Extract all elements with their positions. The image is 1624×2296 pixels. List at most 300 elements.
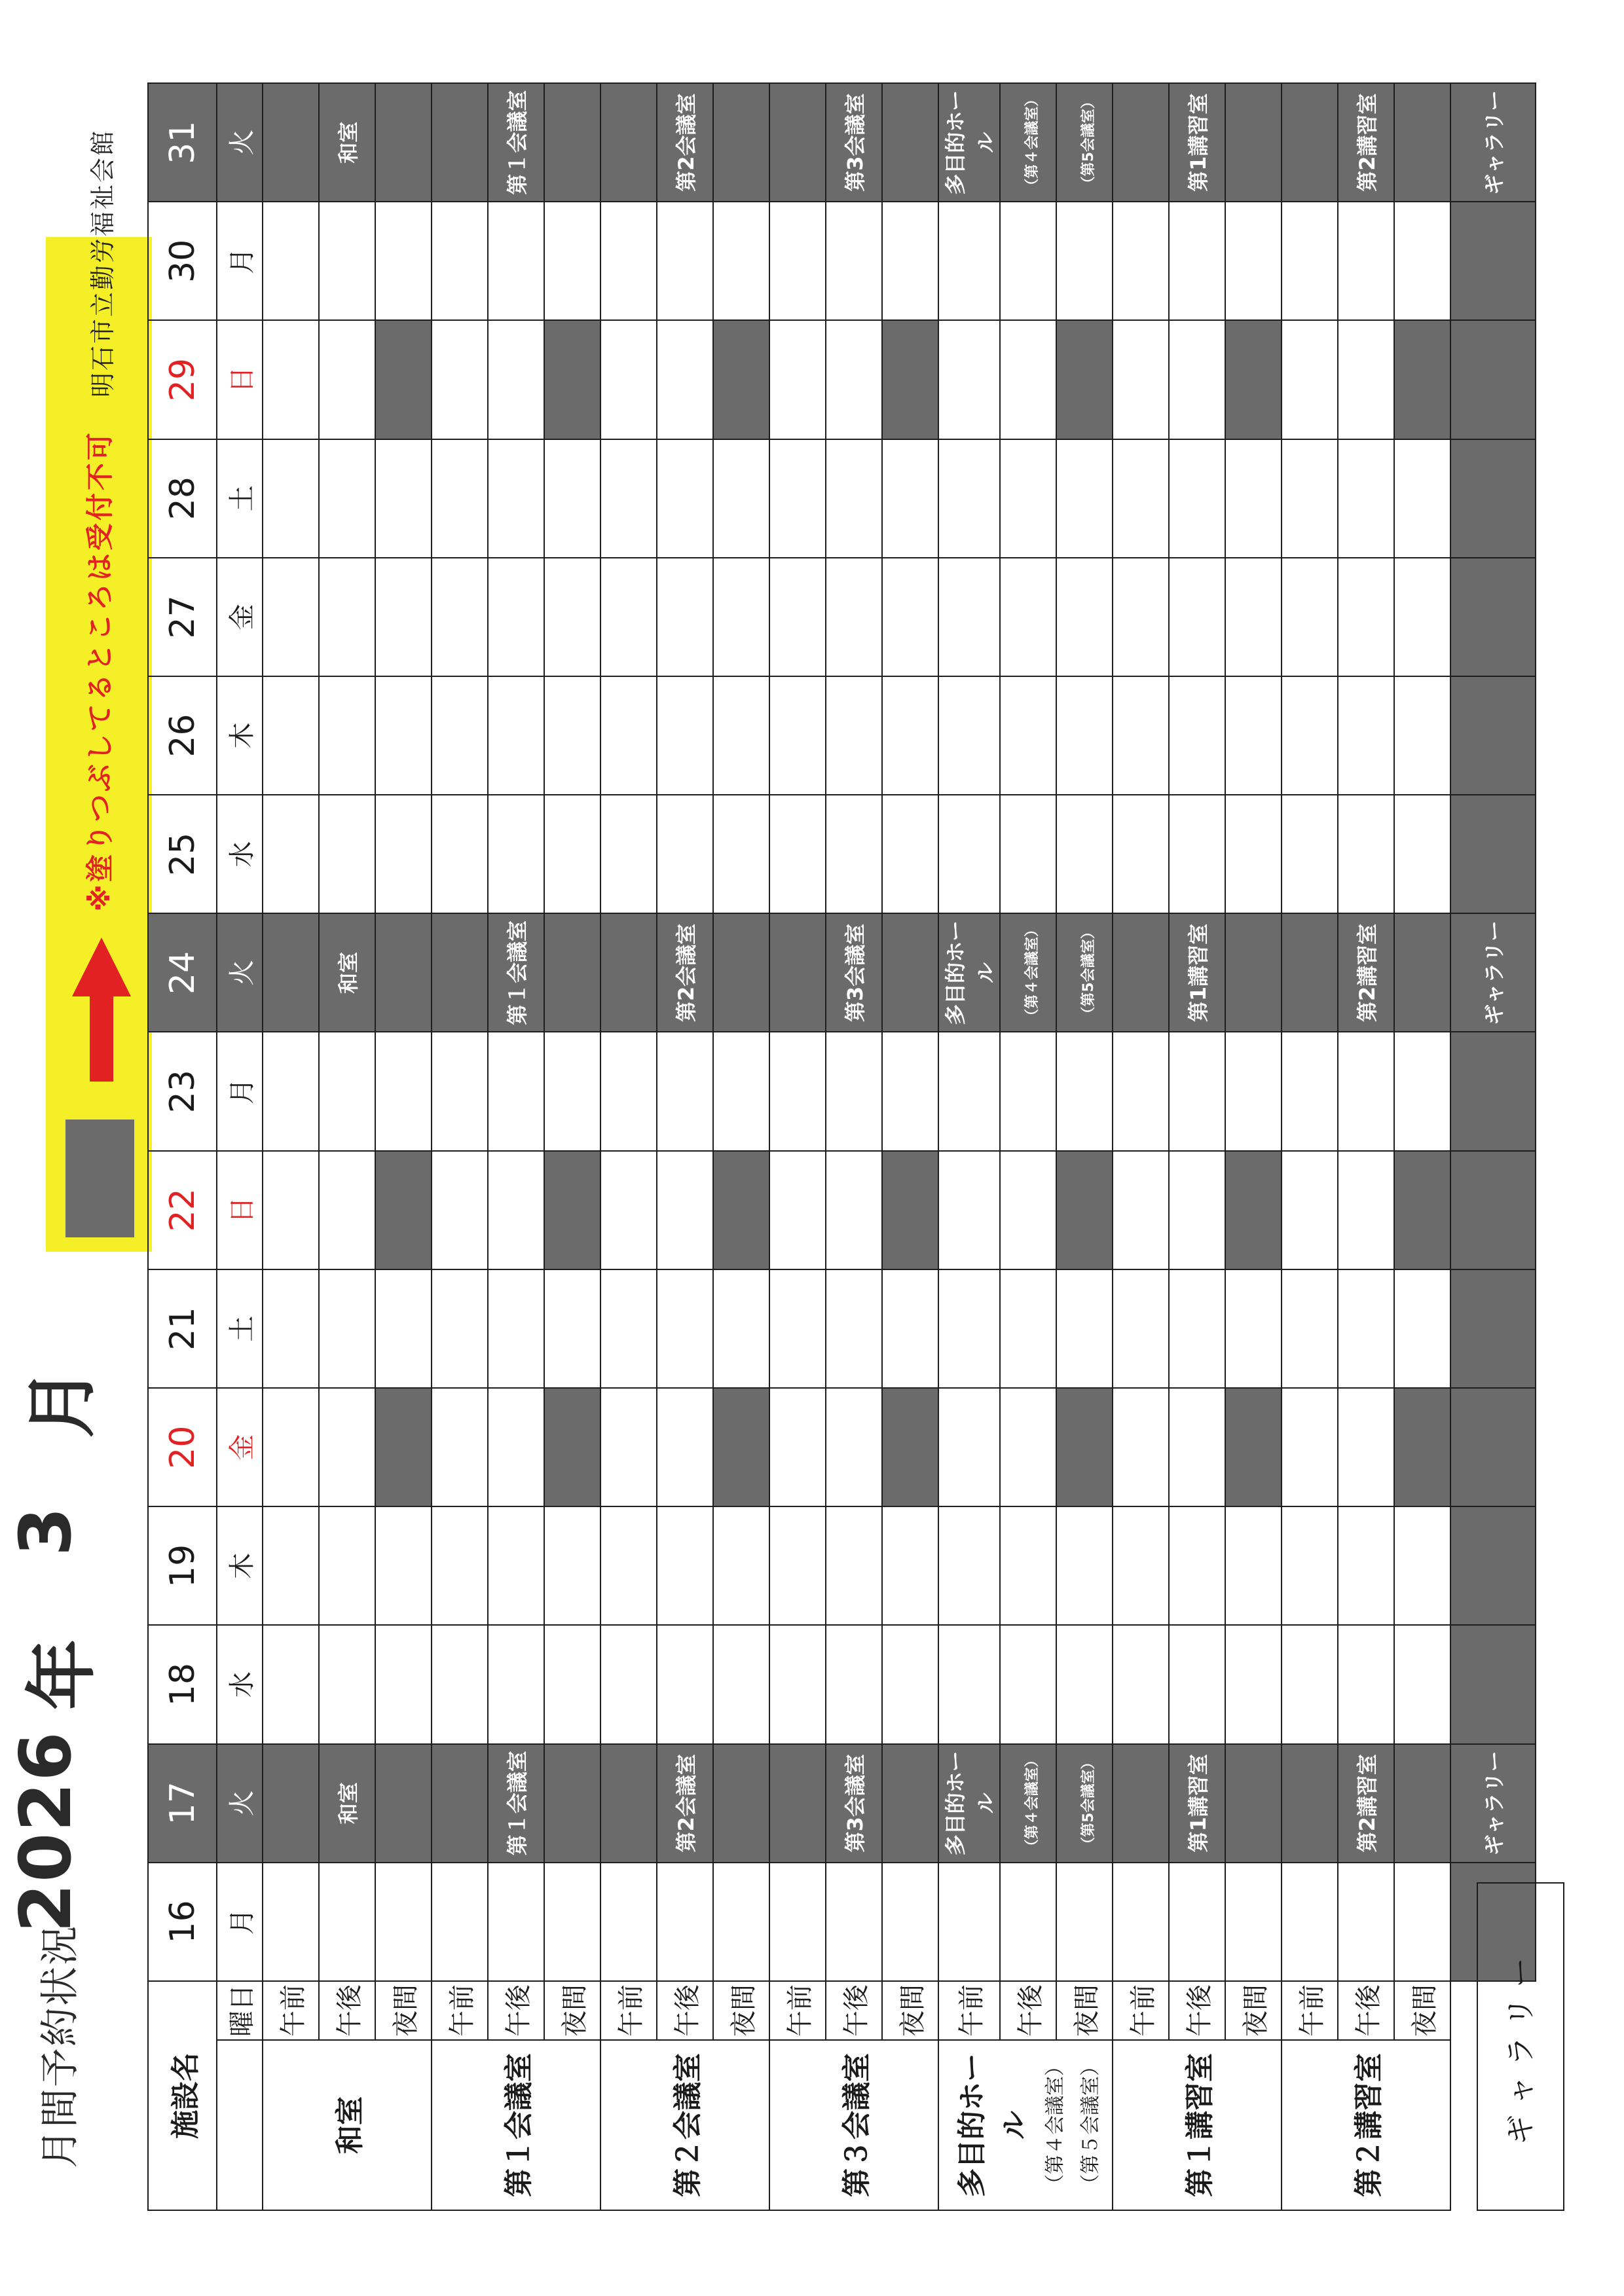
available-slot[interactable]: [1394, 1625, 1450, 1743]
available-slot[interactable]: [1394, 1269, 1450, 1388]
available-slot[interactable]: [1394, 558, 1450, 676]
blocked-slot: [1394, 83, 1450, 202]
available-slot[interactable]: [1338, 202, 1394, 320]
available-slot[interactable]: [769, 439, 826, 558]
day-number: 19: [148, 1506, 217, 1625]
available-slot[interactable]: [1000, 1388, 1056, 1506]
available-slot[interactable]: [882, 439, 938, 558]
available-slot[interactable]: [375, 1032, 432, 1151]
available-slot[interactable]: [1000, 1269, 1056, 1388]
available-slot[interactable]: [600, 202, 657, 320]
available-slot[interactable]: [938, 558, 1000, 676]
available-slot[interactable]: [263, 1625, 319, 1743]
available-slot[interactable]: [544, 676, 600, 795]
available-slot[interactable]: [1056, 202, 1113, 320]
day-number: 26: [148, 676, 217, 795]
blocked-slot: [432, 913, 488, 1032]
available-slot[interactable]: [488, 1863, 544, 1981]
available-slot[interactable]: [1394, 1863, 1450, 1981]
available-slot[interactable]: [1394, 202, 1450, 320]
available-slot[interactable]: [713, 795, 769, 913]
available-slot[interactable]: [826, 202, 882, 320]
available-slot[interactable]: [319, 1032, 375, 1151]
available-slot[interactable]: [432, 676, 488, 795]
available-slot[interactable]: [488, 1151, 544, 1269]
available-slot[interactable]: [432, 1032, 488, 1151]
available-slot[interactable]: [319, 795, 375, 913]
available-slot[interactable]: [1056, 1863, 1113, 1981]
available-slot[interactable]: [600, 1863, 657, 1981]
available-slot[interactable]: [657, 795, 713, 913]
available-slot[interactable]: [600, 676, 657, 795]
available-slot[interactable]: [1113, 202, 1169, 320]
available-slot[interactable]: [375, 558, 432, 676]
table-row: [1113, 83, 1169, 2210]
available-slot[interactable]: [1113, 1863, 1169, 1981]
available-slot[interactable]: [713, 1506, 769, 1625]
available-slot[interactable]: [263, 1506, 319, 1625]
gallery-row-label: ギャラリー: [1477, 1882, 1564, 2211]
available-slot[interactable]: [1225, 202, 1282, 320]
blocked-slot: [375, 1388, 432, 1506]
available-slot[interactable]: [882, 1625, 938, 1743]
available-slot[interactable]: [1000, 202, 1056, 320]
available-slot[interactable]: [1282, 1151, 1338, 1269]
available-slot[interactable]: [319, 558, 375, 676]
available-slot[interactable]: [600, 320, 657, 439]
weekday-label: 日: [217, 1151, 263, 1269]
table-row: [432, 83, 488, 2210]
available-slot[interactable]: [713, 1863, 769, 1981]
time-slot-label: 午前: [263, 1981, 319, 2040]
available-slot[interactable]: [1394, 439, 1450, 558]
available-slot[interactable]: [319, 439, 375, 558]
available-slot[interactable]: [713, 676, 769, 795]
available-slot[interactable]: [488, 439, 544, 558]
facility-name: 明石市立勤労福祉会館: [88, 128, 117, 397]
available-slot[interactable]: [938, 1506, 1000, 1625]
weekday-label: 火: [217, 83, 263, 202]
available-slot[interactable]: [769, 320, 826, 439]
available-slot[interactable]: [1338, 320, 1394, 439]
available-slot[interactable]: [1113, 676, 1169, 795]
closed-room-label: 第2講習室: [1355, 1754, 1380, 1853]
available-slot[interactable]: [600, 1269, 657, 1388]
table-row: [1169, 83, 1225, 2210]
available-slot[interactable]: [319, 320, 375, 439]
available-slot[interactable]: [263, 1269, 319, 1388]
available-slot[interactable]: [882, 1269, 938, 1388]
available-slot[interactable]: [826, 558, 882, 676]
day-number: 20: [148, 1388, 217, 1506]
header-row-weekdays: [217, 83, 263, 2210]
available-slot[interactable]: [769, 1032, 826, 1151]
available-slot[interactable]: [1282, 676, 1338, 795]
available-slot[interactable]: [826, 1506, 882, 1625]
available-slot[interactable]: [544, 1032, 600, 1151]
available-slot[interactable]: [657, 1863, 713, 1981]
blocked-slot: [375, 83, 432, 202]
weekday-label: 土: [217, 1269, 263, 1388]
available-slot[interactable]: [1169, 1151, 1225, 1269]
available-slot[interactable]: [375, 676, 432, 795]
available-slot[interactable]: [432, 795, 488, 913]
available-slot[interactable]: [1169, 676, 1225, 795]
available-slot[interactable]: [1056, 1032, 1113, 1151]
available-slot[interactable]: [713, 1625, 769, 1743]
available-slot[interactable]: [600, 439, 657, 558]
closed-room-label: 第１会議室: [505, 920, 530, 1025]
available-slot[interactable]: [432, 1863, 488, 1981]
gallery-slot: [1450, 558, 1536, 676]
available-slot[interactable]: [1338, 795, 1394, 913]
available-slot[interactable]: [600, 1625, 657, 1743]
available-slot[interactable]: [1000, 1506, 1056, 1625]
available-slot[interactable]: [319, 1151, 375, 1269]
available-slot[interactable]: [1338, 1151, 1394, 1269]
available-slot[interactable]: [375, 1269, 432, 1388]
available-slot[interactable]: [1000, 558, 1056, 676]
available-slot[interactable]: [713, 1032, 769, 1151]
available-slot[interactable]: [319, 1269, 375, 1388]
available-slot[interactable]: [544, 439, 600, 558]
available-slot[interactable]: [713, 558, 769, 676]
available-slot[interactable]: [826, 1269, 882, 1388]
available-slot[interactable]: [1169, 1269, 1225, 1388]
available-slot[interactable]: [488, 558, 544, 676]
available-slot[interactable]: [1225, 1032, 1282, 1151]
available-slot[interactable]: [1338, 1506, 1394, 1625]
available-slot[interactable]: [1169, 1863, 1225, 1981]
blocked-slot: [319, 913, 375, 1032]
available-slot[interactable]: [1000, 320, 1056, 439]
available-slot[interactable]: [432, 1269, 488, 1388]
weekday-label: 月: [217, 1032, 263, 1151]
available-slot[interactable]: [263, 202, 319, 320]
available-slot[interactable]: [375, 1506, 432, 1625]
available-slot[interactable]: [713, 1269, 769, 1388]
available-slot[interactable]: [769, 676, 826, 795]
available-slot[interactable]: [769, 1506, 826, 1625]
available-slot[interactable]: [938, 1863, 1000, 1981]
available-slot[interactable]: [657, 1388, 713, 1506]
available-slot[interactable]: [600, 1151, 657, 1269]
available-slot[interactable]: [882, 795, 938, 913]
available-slot[interactable]: [1113, 1269, 1169, 1388]
available-slot[interactable]: [1169, 439, 1225, 558]
available-slot[interactable]: [1113, 439, 1169, 558]
available-slot[interactable]: [1282, 1032, 1338, 1151]
available-slot[interactable]: [769, 202, 826, 320]
available-slot[interactable]: [1113, 320, 1169, 439]
available-slot[interactable]: [1113, 1032, 1169, 1151]
available-slot[interactable]: [600, 1506, 657, 1625]
available-slot[interactable]: [1394, 676, 1450, 795]
available-slot[interactable]: [263, 795, 319, 913]
available-slot[interactable]: [657, 1032, 713, 1151]
available-slot[interactable]: [1000, 1625, 1056, 1743]
available-slot[interactable]: [263, 676, 319, 795]
facility-name-text: 和室: [333, 2096, 367, 2154]
available-slot[interactable]: [1338, 1863, 1394, 1981]
available-slot[interactable]: [1113, 558, 1169, 676]
available-slot[interactable]: [544, 1269, 600, 1388]
available-slot[interactable]: [1282, 1269, 1338, 1388]
available-slot[interactable]: [1394, 795, 1450, 913]
available-slot[interactable]: [938, 1269, 1000, 1388]
available-slot[interactable]: [657, 1151, 713, 1269]
available-slot[interactable]: [1169, 558, 1225, 676]
available-slot[interactable]: [488, 1388, 544, 1506]
available-slot[interactable]: [432, 1151, 488, 1269]
available-slot[interactable]: [488, 202, 544, 320]
available-slot[interactable]: [938, 1151, 1000, 1269]
available-slot[interactable]: [1338, 1625, 1394, 1743]
available-slot[interactable]: [713, 439, 769, 558]
available-slot[interactable]: [1338, 439, 1394, 558]
available-slot[interactable]: [769, 1388, 826, 1506]
available-slot[interactable]: [1169, 320, 1225, 439]
available-slot[interactable]: [432, 1388, 488, 1506]
available-slot[interactable]: [882, 676, 938, 795]
available-slot[interactable]: [1394, 1506, 1450, 1625]
available-slot[interactable]: [826, 1388, 882, 1506]
available-slot[interactable]: [319, 1388, 375, 1506]
available-slot[interactable]: [1000, 1032, 1056, 1151]
available-slot[interactable]: [319, 202, 375, 320]
available-slot[interactable]: [1169, 795, 1225, 913]
available-slot[interactable]: [938, 795, 1000, 913]
available-slot[interactable]: [657, 1269, 713, 1388]
available-slot[interactable]: [1000, 1151, 1056, 1269]
available-slot[interactable]: [375, 202, 432, 320]
available-slot[interactable]: [1113, 1388, 1169, 1506]
available-slot[interactable]: [1282, 320, 1338, 439]
available-slot[interactable]: [432, 320, 488, 439]
blocked-slot: [263, 83, 319, 202]
available-slot[interactable]: [488, 1625, 544, 1743]
available-slot[interactable]: [1056, 1269, 1113, 1388]
available-slot[interactable]: [1282, 439, 1338, 558]
available-slot[interactable]: [938, 676, 1000, 795]
available-slot[interactable]: [938, 320, 1000, 439]
available-slot[interactable]: [657, 676, 713, 795]
available-slot[interactable]: [544, 1625, 600, 1743]
available-slot[interactable]: [826, 1032, 882, 1151]
available-slot[interactable]: [544, 1506, 600, 1625]
available-slot[interactable]: [1225, 1863, 1282, 1981]
available-slot[interactable]: [1169, 1625, 1225, 1743]
available-slot[interactable]: [882, 1863, 938, 1981]
available-slot[interactable]: [882, 1506, 938, 1625]
available-slot[interactable]: [826, 1625, 882, 1743]
table-row: [488, 83, 544, 2210]
available-slot[interactable]: [1169, 202, 1225, 320]
blocked-slot: [600, 913, 657, 1032]
available-slot[interactable]: [938, 439, 1000, 558]
available-slot[interactable]: [1338, 558, 1394, 676]
blocked-slot: [1056, 1151, 1113, 1269]
available-slot[interactable]: [1225, 1269, 1282, 1388]
available-slot[interactable]: [1282, 1506, 1338, 1625]
time-slot-label: 午前: [1113, 1981, 1169, 2040]
available-slot[interactable]: [1169, 1388, 1225, 1506]
available-slot[interactable]: [432, 558, 488, 676]
available-slot[interactable]: [657, 1625, 713, 1743]
available-slot[interactable]: [882, 202, 938, 320]
blocked-slot: [769, 1744, 826, 1863]
available-slot[interactable]: [1338, 1388, 1394, 1506]
available-slot[interactable]: [1282, 202, 1338, 320]
available-slot[interactable]: [1225, 558, 1282, 676]
closed-room-label: 第１会議室: [505, 1751, 530, 1856]
blocked-slot: [713, 1151, 769, 1269]
available-slot[interactable]: [1056, 558, 1113, 676]
available-slot[interactable]: [488, 676, 544, 795]
available-slot[interactable]: [1056, 795, 1113, 913]
available-slot[interactable]: [882, 1032, 938, 1151]
available-slot[interactable]: [938, 202, 1000, 320]
available-slot[interactable]: [488, 795, 544, 913]
available-slot[interactable]: [826, 1151, 882, 1269]
available-slot[interactable]: [375, 439, 432, 558]
weekday-label: 月: [217, 1863, 263, 1981]
available-slot[interactable]: [1113, 1151, 1169, 1269]
available-slot[interactable]: [1000, 439, 1056, 558]
available-slot[interactable]: [263, 1032, 319, 1151]
available-slot[interactable]: [263, 558, 319, 676]
available-slot[interactable]: [1113, 1506, 1169, 1625]
available-slot[interactable]: [1225, 1506, 1282, 1625]
available-slot[interactable]: [1056, 439, 1113, 558]
available-slot[interactable]: [826, 795, 882, 913]
available-slot[interactable]: [1282, 558, 1338, 676]
available-slot[interactable]: [432, 202, 488, 320]
available-slot[interactable]: [1169, 1506, 1225, 1625]
available-slot[interactable]: [713, 202, 769, 320]
available-slot[interactable]: [432, 1625, 488, 1743]
available-slot[interactable]: [544, 1863, 600, 1981]
available-slot[interactable]: [1282, 795, 1338, 913]
available-slot[interactable]: [1000, 676, 1056, 795]
blocked-slot: [263, 913, 319, 1032]
available-slot[interactable]: [1394, 1032, 1450, 1151]
available-slot[interactable]: [657, 202, 713, 320]
available-slot[interactable]: [1225, 676, 1282, 795]
available-slot[interactable]: [1225, 439, 1282, 558]
available-slot[interactable]: [263, 439, 319, 558]
facility-name-text: 多目的ホール: [955, 2053, 1031, 2197]
available-slot[interactable]: [263, 1388, 319, 1506]
available-slot[interactable]: [1000, 795, 1056, 913]
right-arrow-icon: [72, 938, 131, 1082]
available-slot[interactable]: [769, 1863, 826, 1981]
available-slot[interactable]: [488, 320, 544, 439]
available-slot[interactable]: [938, 1032, 1000, 1151]
available-slot[interactable]: [938, 1625, 1000, 1743]
available-slot[interactable]: [1282, 1863, 1338, 1981]
available-slot[interactable]: [488, 1506, 544, 1625]
available-slot[interactable]: [657, 320, 713, 439]
available-slot[interactable]: [826, 676, 882, 795]
available-slot[interactable]: [1113, 1625, 1169, 1743]
available-slot[interactable]: [938, 1388, 1000, 1506]
weekday-label: 日: [217, 320, 263, 439]
blocked-slot: [600, 1744, 657, 1863]
available-slot[interactable]: [263, 320, 319, 439]
available-slot[interactable]: [319, 1625, 375, 1743]
blocked-slot: [938, 83, 1000, 202]
available-slot[interactable]: [319, 1863, 375, 1981]
available-slot[interactable]: [1113, 795, 1169, 913]
available-slot[interactable]: [769, 558, 826, 676]
available-slot[interactable]: [657, 558, 713, 676]
available-slot[interactable]: [319, 1506, 375, 1625]
available-slot[interactable]: [432, 439, 488, 558]
blocked-slot: [1056, 1388, 1113, 1506]
available-slot[interactable]: [263, 1863, 319, 1981]
blocked-slot: [1394, 913, 1450, 1032]
available-slot[interactable]: [657, 439, 713, 558]
blocked-slot: [544, 83, 600, 202]
available-slot[interactable]: [432, 1506, 488, 1625]
available-slot[interactable]: [769, 1151, 826, 1269]
available-slot[interactable]: [826, 320, 882, 439]
available-slot[interactable]: [1282, 1388, 1338, 1506]
available-slot[interactable]: [544, 795, 600, 913]
available-slot[interactable]: [375, 795, 432, 913]
gallery-slot: [1450, 1506, 1536, 1625]
available-slot[interactable]: [263, 1151, 319, 1269]
available-slot[interactable]: [375, 1625, 432, 1743]
available-slot[interactable]: [1282, 1625, 1338, 1743]
time-slot-label: 午後: [319, 1981, 375, 2040]
available-slot[interactable]: [1056, 1506, 1113, 1625]
available-slot[interactable]: [769, 1625, 826, 1743]
available-slot[interactable]: [488, 1032, 544, 1151]
available-slot[interactable]: [826, 1863, 882, 1981]
blocked-slot: [769, 913, 826, 1032]
available-slot[interactable]: [1338, 1032, 1394, 1151]
facility-label: [1282, 2040, 1450, 2210]
available-slot[interactable]: [657, 1506, 713, 1625]
blocked-slot: [882, 83, 938, 202]
available-slot[interactable]: [544, 202, 600, 320]
available-slot[interactable]: [1056, 676, 1113, 795]
available-slot[interactable]: [882, 558, 938, 676]
available-slot[interactable]: [769, 795, 826, 913]
available-slot[interactable]: [1338, 1269, 1394, 1388]
available-slot[interactable]: [600, 558, 657, 676]
available-slot[interactable]: [1056, 1625, 1113, 1743]
available-slot[interactable]: [375, 1863, 432, 1981]
available-slot[interactable]: [600, 1388, 657, 1506]
available-slot[interactable]: [1338, 676, 1394, 795]
available-slot[interactable]: [1225, 795, 1282, 913]
blocked-slot: [1394, 1151, 1450, 1269]
available-slot[interactable]: [319, 676, 375, 795]
available-slot[interactable]: [600, 795, 657, 913]
available-slot[interactable]: [1225, 1625, 1282, 1743]
available-slot[interactable]: [544, 558, 600, 676]
available-slot[interactable]: [600, 1032, 657, 1151]
blocked-slot: [1225, 913, 1282, 1032]
available-slot[interactable]: [1169, 1032, 1225, 1151]
available-slot[interactable]: [488, 1269, 544, 1388]
available-slot[interactable]: [826, 439, 882, 558]
available-slot[interactable]: [1000, 1863, 1056, 1981]
available-slot[interactable]: [769, 1269, 826, 1388]
